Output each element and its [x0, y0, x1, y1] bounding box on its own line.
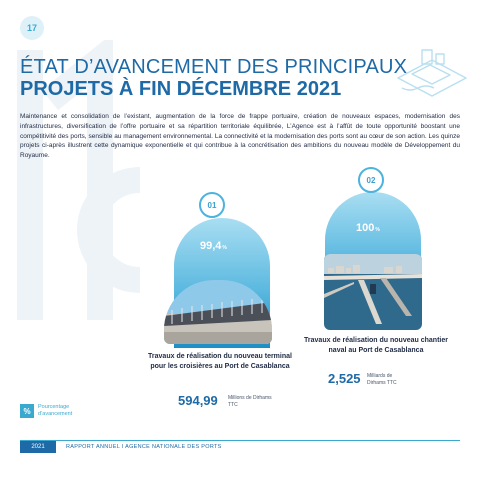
project-01-percent-sign: %: [222, 245, 227, 251]
project-02-percent-value: 100: [356, 222, 375, 234]
page-title-line2: PROJETS À FIN DÉCEMBRE 2021: [20, 78, 342, 100]
project-02-number-badge: 02: [358, 167, 384, 193]
project-01-percent: [200, 240, 227, 252]
page-title-line1: ÉTAT D’AVANCEMENT DES PRINCIPAUX: [20, 56, 408, 78]
project-02-percent-sign: %: [375, 227, 380, 233]
intro-paragraph: Maintenance et consolidation de l’existant, augmentation de la force de frappe portuaire, création de nouveaux espaces, modernisation des infrastructures, diversification de l’offre portuaire et sa répartition territoriale équilibrée, L’Agence est à l’affût de toute opportunité boostant une compétitivité des ports, sensible au management environnemental. La connectivité et la modernisation des ports sont au cœur de son action. Les quinze projets ci-après illustrent cette dynamique exponentielle et qui contribue à la concrétisation des ambitions du nouveau modèle de Développement du Royaume.: [20, 113, 460, 160]
project-02-unit: Milliards de Dirhams TTC: [367, 373, 397, 386]
legend-label: Pourcentage d’avancement: [38, 404, 73, 417]
project-01-title: Travaux de réalisation du nouveau terminal pour les croisières au Port de Casablanca: [148, 353, 292, 370]
footer-divider: [20, 440, 460, 441]
project-02-percent: [356, 222, 380, 234]
footer-text: RAPPORT ANNUEL I AGENCE NATIONALE DES PORTS: [66, 444, 222, 450]
project-01-amount: 594,99: [178, 393, 218, 408]
footer-year: 2021: [20, 441, 56, 453]
project-01-percent-value: 99,4: [200, 240, 222, 252]
page-number: 17: [20, 16, 44, 40]
project-02-title: Travaux de réalisation du nouveau chantier naval au Port de Casablanca: [304, 337, 448, 354]
project-01-number-badge: 01: [199, 192, 225, 218]
project-02-photo: [324, 254, 422, 330]
legend-symbol: %: [20, 404, 34, 418]
project-01-unit: Millions de Dirhams TTC: [228, 395, 272, 408]
project-02-amount: 2,525: [328, 371, 361, 386]
